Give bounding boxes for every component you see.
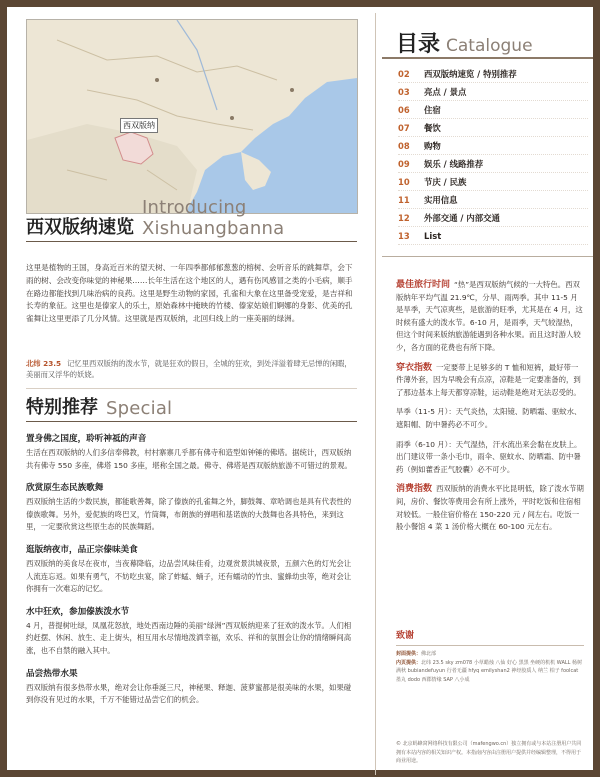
toc-item[interactable]	[398, 65, 588, 83]
toc-label: 西双版纳速览 / 特别推荐	[424, 68, 517, 79]
toc-label: List	[424, 230, 442, 241]
travel-info	[396, 279, 584, 541]
toc-page-number: 13	[398, 230, 410, 241]
toc-item[interactable]	[398, 119, 588, 137]
special-item-body: 西双版纳的美食尽在夜市，当夜幕降临，边品尝风味佳肴，边观赏景洪城夜景，五颜六色的灯光会让人流连忘返。如果有勇气，不妨吃虫宴，除了蚱蜢、蛹子，还有蠕动的竹虫、蜜蜂幼虫等，绝对会让你拥有一次难忘的记忆。	[26, 558, 352, 594]
special-item-body: 生活在西双版纳的人们多信奉佛教，村村寨寨几乎都有佛寺和造型如钟锤的佛塔。据统计，西双版纳共有佛寺 550 多座，佛塔 150 多座，堪称全国之最。佛寺、佛塔是西双版纳旅游不可错过的景观。	[26, 448, 352, 470]
catalogue-rule	[382, 57, 593, 59]
special-heading	[26, 393, 357, 422]
toc-item[interactable]	[398, 155, 588, 173]
info-text: 雨季（6-10 月）：天气湿热，汗水流出来会黏在皮肤上。出门建议带一条小毛巾，雨伞、驱蚊水、防晒霜、防中暑药（例如藿香正气胶囊）必不可少。	[396, 439, 582, 474]
special-item	[26, 667, 357, 707]
cover-credit-label: 封面提供：	[396, 651, 422, 657]
info-keyword: 穿衣指数	[396, 362, 433, 373]
toc-page-number: 08	[398, 140, 410, 151]
toc-item[interactable]	[398, 101, 588, 119]
info-block	[396, 483, 584, 533]
toc-page-number: 12	[398, 212, 410, 223]
toc-item[interactable]	[398, 209, 588, 227]
toc-item[interactable]	[398, 173, 588, 191]
quote-block	[26, 358, 357, 380]
special-item-title: 水中狂欢，参加傣族泼水节	[26, 606, 130, 617]
quote-text: 记忆里西双版纳的泼水节，就是狂欢的假日，全城的狂欢，到处洋溢着肆无忌惮的闲暇，美丽而又浮华的妖娆。	[26, 359, 352, 379]
cover-credit-name: 佛北部	[421, 651, 437, 657]
catalogue-title-cn: 目录	[396, 32, 441, 57]
quote-divider	[26, 388, 357, 389]
special-item-body: 西双版纳生活的少数民族，都能歌善舞，除了傣族的孔雀舞之外，脚鼓舞、章哈调也是具有代表性的傣族歌舞。另外，爱伲族的咚巴叉，竹筒舞，布朗族的弹唱和基诺族的大鼓舞也各具特色，来到这里，一定要欣赏这些原生态的民族舞蹈。	[26, 497, 352, 532]
special-item-title: 欣赏原生态民族歌舞	[26, 483, 104, 494]
map-marker-label: 西双版纳	[120, 118, 158, 133]
toc-page-number: 09	[398, 158, 410, 169]
right-column	[382, 13, 593, 773]
special-item-title: 逛版纳夜市，品正宗傣味美食	[26, 544, 138, 555]
toc-item[interactable]	[398, 227, 588, 245]
catalogue-title	[396, 27, 533, 58]
toc-label: 节庆 / 民族	[424, 176, 467, 187]
info-text: 旱季（11-5 月）：天气炎热，太阳镜、防晒霜、驱蚊水、遮阳帽、防中暑药必不可少。	[396, 407, 582, 429]
special-heading-en: Special	[106, 398, 173, 419]
acknowledgements-title: 致谢	[396, 628, 584, 646]
toc-item[interactable]	[398, 83, 588, 101]
toc-label: 购物	[424, 140, 441, 151]
info-text: 西双版纳的消费水平比昆明低，除了泼水节期间，房价、餐饮等费用会有所上涨外，平时吃饭和住宿相对较低。一般住宿价格在 150-220 元 / 间左右。吃饭一般小餐馆 4 菜 1 汤价格大概在 60-100 元左右。	[396, 484, 584, 532]
special-item-title: 品尝热带水果	[26, 668, 78, 679]
special-list	[26, 432, 357, 716]
toc-page-number: 10	[398, 176, 410, 187]
toc-label: 实用信息	[424, 194, 458, 205]
toc-item[interactable]	[398, 137, 588, 155]
quote-author: 北纬 23.5	[26, 359, 62, 368]
special-item	[26, 432, 357, 472]
info-text: “热”是西双版纳气候的一大特色。西双版纳年平均气温 21.9℃，分旱、雨两季。其中 11-5 月是旱季，天气凉爽些，是旅游的旺季，尤其是在 4 月，这时候有盛大的泼水节。6-10 月，是雨季，天气较湿热，但这个时间来版纳旅游能遇到各种水果。而且这时游人较少，各方面的花费也有所下降。	[396, 280, 583, 352]
toc-label: 餐饮	[424, 122, 441, 133]
intro-heading-cn: 西双版纳速览	[26, 217, 134, 238]
toc-item[interactable]	[398, 191, 588, 209]
info-keyword: 消费指数	[396, 484, 433, 495]
column-divider	[375, 13, 376, 775]
map-graphic	[27, 20, 357, 213]
table-of-contents	[398, 65, 588, 245]
info-block	[396, 279, 584, 355]
intro-heading	[26, 197, 357, 242]
catalogue-title-en: Catalogue	[446, 36, 533, 56]
photo-credit-label: 内页提供：	[396, 659, 422, 666]
toc-label: 娱乐 / 线路推荐	[424, 158, 484, 169]
special-item-title: 置身佛之国度，聆听神祗的声音	[26, 434, 147, 444]
toc-label: 亮点 / 景点	[424, 86, 467, 97]
info-block	[396, 362, 584, 400]
info-block	[396, 439, 584, 477]
info-block	[396, 406, 584, 431]
photo-credit-names: 北纬 23.5 sky zm078 小草蜡烛 八仙 好心 黑黑 坐硬的机机 WALL 杨树满秋 bubiandefuyun 行者无疆 hfyq emilyshan2 神经胶质人 纳兰 柏子 foolcat 墨丸 dodo 西郡情缘 SAP 八小成	[396, 659, 583, 683]
cover-credit	[396, 650, 584, 659]
toc-label: 住宿	[424, 104, 441, 115]
special-item	[26, 481, 357, 534]
toc-page-number: 07	[398, 122, 410, 133]
acknowledgements	[396, 628, 584, 684]
toc-page-number: 02	[398, 68, 410, 79]
left-column	[22, 13, 370, 773]
copyright-notice: © 北京蚂蜂窝网络科技有限公司（mafengwo.cn）独立拥有或与本站注册用户共同拥有本站内容的相关知识产权。本指南内容由注册用户提供并经编辑整理，不得用于商业用途。	[396, 741, 582, 765]
info-text: 一定要带上足够多的 T 恤和短裤，最好带一件薄外套，因为早晚会有点凉，凉鞋是一定要准备的，到了那边基本上每天都穿凉鞋，运动鞋是绝对无法忍受的。	[396, 362, 581, 397]
toc-page-number: 06	[398, 104, 410, 115]
intro-paragraph: 这里是植物的王国，身高近百米的望天树、一年四季都郁郁葱葱的榕树、会听音乐的跳舞草，会下雨的树、会改变你味觉的神秘果……长年生活在这个地区的人，遇有伤风感冒之类的小毛病，顺手在路边都能找到几味治病的良药。这里是野生动物的家园，孔雀和大象在这里备受宠爱，是吉祥和长寿的象征。这里也是傣家人的乐土，原始森林中掩映的竹楼、傣家姑娘们婀娜的身影、优美的孔雀舞让这里更添了几分风情。这里就是西双版纳，北回归线上的一座美丽的绿洲。	[26, 263, 353, 324]
special-item	[26, 543, 357, 596]
info-keyword: 最佳旅行时间	[396, 280, 451, 290]
special-item	[26, 605, 357, 658]
toc-page-number: 11	[398, 194, 410, 205]
toc-label: 外部交通 / 内部交通	[424, 212, 500, 223]
photo-credit	[396, 659, 584, 685]
toc-page-number: 03	[398, 86, 410, 97]
special-item-body: 西双版纳有很多热带水果，绝对会让你垂涎三尺，神秘果、释迦、菠萝蜜都是很美味的水果，如果碰到你没有见过的水果，千万不能错过品尝它们的机会。	[26, 682, 352, 705]
special-item-body: 4 月，普提树吐绿，凤凰花怒放，地处西南边陲的美丽“绿洲”西双版纳迎来了狂欢的泼水节。人们相约赶摆、休闲、放生、走上街头，相互用水尽情地泼洒幸福，欢乐、祥和的氛围会让你的情绪瞬间高涨，也不自禁的融入其中。	[26, 620, 352, 655]
region-map[interactable]	[26, 19, 358, 214]
catalogue-bottom-rule	[382, 256, 593, 257]
intro-heading-en: Introducing Xishuangbanna	[142, 197, 285, 239]
special-heading-cn: 特别推荐	[26, 397, 98, 418]
